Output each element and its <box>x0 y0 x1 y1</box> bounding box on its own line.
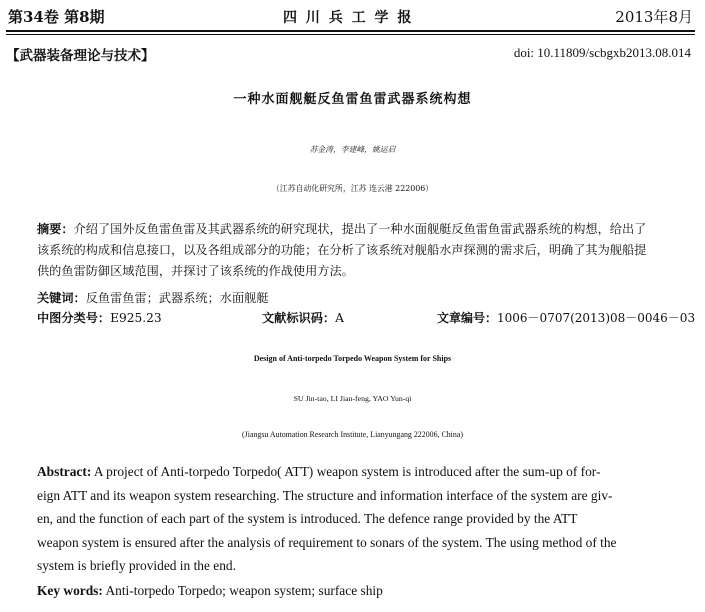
cn-abstract-text: 介绍了国外反鱼雷鱼雷及其武器系统的研究现状，提出了一种水面舰艇反鱼雷鱼雷武器系统的构想，给出了 <box>73 222 647 236</box>
en-keywords-label: Key words: <box>37 583 103 598</box>
issue-date: 2013年8月 <box>615 8 693 26</box>
cn-title: 一种水面舰艇反鱼雷鱼雷武器系统构想 <box>233 92 472 107</box>
en-abstract-line: system is briefly provided in the end. <box>37 558 236 573</box>
journal-name: 四 川 兵 工 学 报 <box>283 10 414 26</box>
cn-keywords-text: 反鱼雷鱼雷；武器系统；水面舰艇 <box>85 291 269 305</box>
en-affiliation: (Jiangsu Automation Research Institute, Lianyungang 222006, China) <box>242 430 463 439</box>
en-authors: SU Jin-tao, LI Jian-feng, YAO Yun-qi <box>293 394 412 403</box>
en-abstract-line: eign ATT and its weapon system researching. The structure and information interface of the system are giv- <box>37 487 613 503</box>
cn-abstract-line: 供的鱼雷防御区域范围，并探讨了该系统的作战使用方法。 <box>37 264 354 278</box>
doc-code-value: A <box>335 311 344 325</box>
cn-authors: 苏金涛，李建峰，姚运启 <box>309 145 396 154</box>
clc-value: E925.23 <box>110 311 162 325</box>
en-abstract <box>37 460 679 578</box>
clc-number <box>37 309 162 326</box>
en-title: Design of Anti-torpedo Torpedo Weapon System for Ships <box>253 354 452 363</box>
header-rule <box>6 30 695 32</box>
en-keywords-text: Anti-torpedo Torpedo; weapon system; surface ship <box>105 583 383 598</box>
cn-keywords <box>37 289 269 306</box>
document-code <box>262 309 344 326</box>
en-abstract-line <box>37 460 679 484</box>
cn-affiliation: （江苏自动化研究所，江苏 连云港 222006） <box>271 184 434 193</box>
section-tag: 【武器装备理论与技术】 <box>6 48 155 64</box>
article-number <box>437 309 695 326</box>
cn-keywords-label: 关键词： <box>37 291 86 305</box>
header-rule-thin <box>6 34 695 35</box>
doc-code-label: 文献标识码： <box>262 311 336 325</box>
article-no-value: 1006－0707(2013)08－0046－03 <box>497 311 696 325</box>
en-abstract-line: en, and the function of each part of the system is introduced. The defence range provided by the ATT <box>37 511 578 526</box>
doi: doi: 10.11809/scbgxb2013.08.014 <box>513 45 691 60</box>
en-abstract-line: weapon system is ensured after the analysis of requirement to sonars of the system. The using method of the <box>37 534 617 550</box>
en-keywords <box>37 583 383 599</box>
cn-abstract-line: 该系统的构成和信息接口，以及各组成部分的功能；在分析了该系统对舰船水声探测的需求后，明确了其为舰船提 <box>37 243 647 257</box>
volume-issue: 第34卷 第8期 <box>8 8 105 26</box>
cn-abstract <box>37 219 679 282</box>
cn-abstract-label: 摘要： <box>37 222 74 236</box>
running-header <box>0 0 705 32</box>
article-no-label: 文章编号： <box>437 311 498 325</box>
en-abstract-text: A project of Anti-torpedo Torpedo( ATT) weapon system is introduced after the sum-up of for- <box>93 464 601 479</box>
en-abstract-label: Abstract: <box>37 464 92 479</box>
cn-abstract-line <box>37 219 679 240</box>
clc-label: 中图分类号： <box>37 311 111 325</box>
